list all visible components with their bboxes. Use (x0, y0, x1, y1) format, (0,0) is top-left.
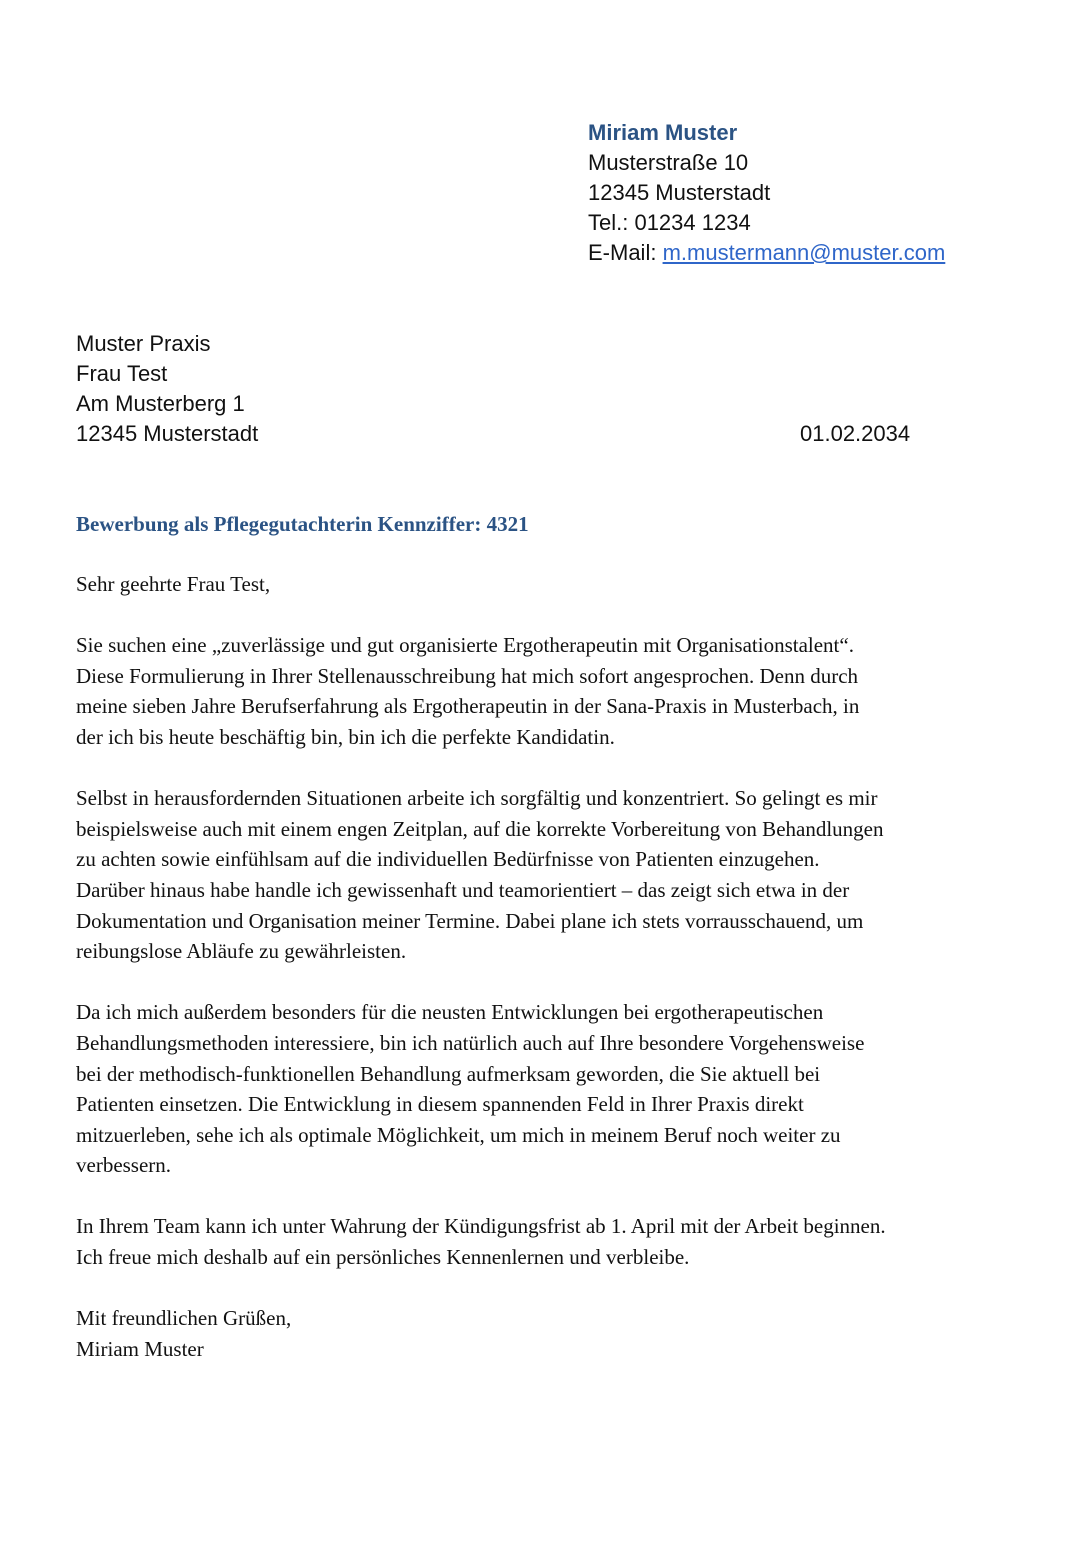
body-paragraph (76, 997, 1016, 1181)
paragraph-line: zu achten sowie einfühlsam auf die individuellen Bedürfnisse von Patienten einzugehen. (76, 847, 820, 872)
recipient-street: Am Musterberg 1 (76, 391, 245, 416)
paragraph-line: Da ich mich außerdem besonders für die neusten Entwicklungen bei ergotherapeutischen (76, 1000, 824, 1025)
body-paragraph (76, 630, 1016, 752)
paragraph-line: In Ihrem Team kann ich unter Wahrung der Kündigungsfrist ab 1. April mit der Arbeit beginnen. (76, 1214, 886, 1239)
recipient-company: Muster Praxis (76, 331, 211, 356)
paragraph-line: mitzuerleben, sehe ich als optimale Möglichkeit, um mich in meinem Beruf noch weiter zu (76, 1122, 841, 1147)
recipient-person: Frau Test (76, 361, 168, 386)
paragraph-line: meine sieben Jahre Berufserfahrung als Ergotherapeutin in der Sana-Praxis in Musterbach, in (76, 694, 860, 719)
paragraph-line: Diese Formulierung in Ihrer Stellenausschreibung hat mich sofort angesprochen. Denn durch (76, 663, 859, 688)
sender-email-line (588, 238, 1048, 268)
letter-body (76, 569, 1016, 1364)
paragraph-line: Dokumentation und Organisation meiner Termine. Dabei plane ich stets vorrausschauend, um (76, 908, 864, 933)
letter-date: 01.02.2034 (800, 421, 911, 446)
recipient-address-block (76, 329, 596, 449)
sender-name: Miriam Muster (588, 120, 738, 145)
body-paragraph (76, 1211, 1016, 1272)
paragraph-line: Behandlungsmethoden interessiere, bin ich natürlich auch auf Ihre besondere Vorgehensweise (76, 1030, 865, 1055)
paragraph-line: reibungslose Abläufe zu gewährleisten. (76, 939, 407, 964)
sender-email-link[interactable]: m.mustermann@muster.com (662, 240, 946, 265)
paragraph-line: Selbst in herausfordernden Situationen arbeite ich sorgfältig und konzentriert. So gelingt es mir (76, 786, 878, 811)
salutation: Sehr geehrte Frau Test, (76, 572, 271, 596)
sender-street: Musterstraße 10 (588, 150, 749, 175)
closing-name: Miriam Muster (76, 1336, 204, 1361)
sender-email-label: E-Mail: (588, 240, 663, 265)
paragraph-line: Patienten einsetzen. Die Entwicklung in diesem spannenden Feld in Ihrer Praxis direkt (76, 1092, 804, 1117)
paragraph-line: bei der methodisch-funktionellen Behandlung aufmerksam geworden, die Sie aktuell bei (76, 1061, 821, 1086)
sender-address-block (588, 118, 1048, 268)
paragraph-line: Darüber hinaus habe handle ich gewissenhaft und teamorientiert – das zeigt sich etwa in der (76, 877, 850, 902)
sender-city: 12345 Musterstadt (588, 180, 771, 205)
letter-subject: Bewerbung als Pflegegutachterin Kennziffer: 4321 (76, 512, 529, 536)
paragraph-line: verbessern. (76, 1153, 172, 1178)
body-paragraph (76, 783, 1016, 967)
sender-phone: Tel.: 01234 1234 (588, 210, 751, 235)
paragraph-line: der ich bis heute beschäftig bin, bin ich die perfekte Kandidatin. (76, 724, 615, 749)
paragraph-line: Sie suchen eine „zuverlässige und gut organisierte Ergotherapeutin mit Organisationstalent“. (76, 633, 854, 658)
recipient-city: 12345 Musterstadt (76, 421, 259, 446)
closing-greeting: Mit freundlichen Grüßen, (76, 1306, 292, 1331)
closing-block (76, 1303, 1016, 1364)
paragraph-line: Ich freue mich deshalb auf ein persönliches Kennenlernen und verbleibe. (76, 1245, 690, 1270)
paragraph-line: beispielsweise auch mit einem engen Zeitplan, auf die korrekte Vorbereitung von Behandlungen (76, 816, 884, 841)
